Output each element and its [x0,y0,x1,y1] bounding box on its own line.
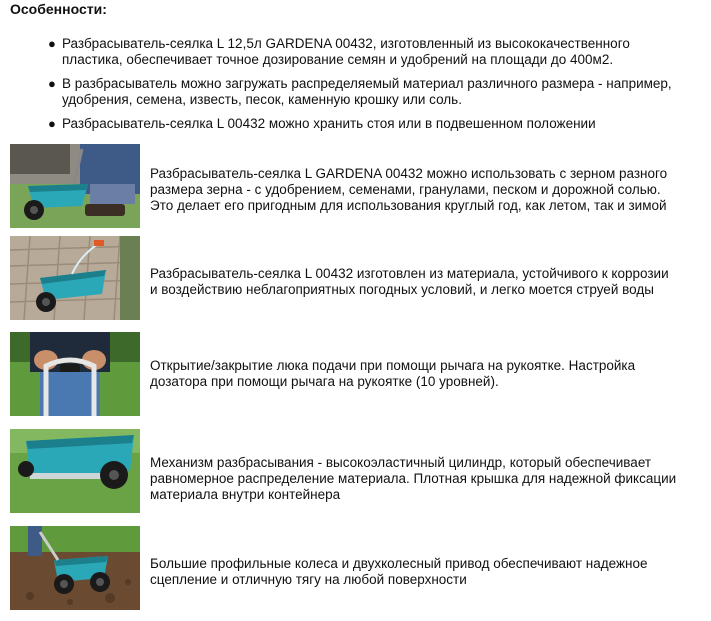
bullet-item [48,76,698,108]
feature-text-line: равномерное распределение материала. Плотная крышка для надежной фиксации [150,471,677,486]
feature-description [150,556,710,588]
feature-text-line: сцепление и отличную тягу на любой поверхности [150,572,467,587]
feature-text-line: Разбрасыватель-сеялка L 00432 изготовлен из материала, устойчивого к коррозии [150,266,669,281]
feature-description [150,358,710,390]
feature-text-line: и воздействию неблагоприятных погодных условий, и легко моется струей воды [150,282,654,297]
bullet-line: удобрения, семена, известь, песок, каменную крошку или соль. [62,92,462,107]
bullet-dot-icon: ● [48,116,56,131]
spreader-washing-image [10,236,140,320]
feature-text-line: Механизм разбрасывания - высокоэластичный цилиндр, который обеспечивает [150,455,652,470]
feature-text-line: размера зерна - с удобрением, семенами, гранулами, песком и дорожной солью. [150,182,661,197]
feature-row [10,332,710,416]
feature-text-line: Это делает его пригодным для использования круглый год, как летом, так и зимой [150,198,667,213]
features-bullet-list [48,36,698,140]
feature-row [10,429,710,513]
feature-description [150,266,710,298]
feature-row [10,236,710,320]
bullet-item [48,116,698,132]
bullet-dot-icon: ● [48,36,56,51]
bullet-line: В разбрасыватель можно загружать распределяемый материал различного размера - например, [62,76,672,91]
feature-text-line: Разбрасыватель-сеялка L GARDENA 00432 можно использовать с зерном разного [150,166,668,181]
handle-lever-image [10,332,140,416]
feature-text-line: материала внутри контейнера [150,487,341,502]
feature-row [10,526,710,610]
bullet-line: пластика, обеспечивает точное дозирование семян и удобрений на площади до 400м2. [62,52,614,67]
bullet-line: Разбрасыватель-сеялка L 12,5л GARDENA 00432, изготовленный из высококачественного [62,36,630,51]
feature-description [150,455,710,503]
feature-text-line: Открытие/закрытие люка подачи при помощи рычага на рукоятке. Настройка [150,358,636,373]
feature-row [10,144,710,228]
features-heading: Особенности: [10,1,107,17]
bullet-line: Разбрасыватель-сеялка L 00432 можно хранить стоя или в подвешенном положении [62,116,596,131]
bullet-dot-icon: ● [48,76,56,91]
feature-text-line: дозатора при помощи рычага на рукоятке (10 уровней). [150,374,499,389]
feature-text-line: Большие профильные колеса и двухколесный привод обеспечивают надежное [150,556,648,571]
bullet-item [48,36,698,68]
spreader-on-lawn-image [10,429,140,513]
spreader-on-soil-image [10,526,140,610]
feature-description [150,166,710,214]
spreader-loading-image [10,144,140,228]
